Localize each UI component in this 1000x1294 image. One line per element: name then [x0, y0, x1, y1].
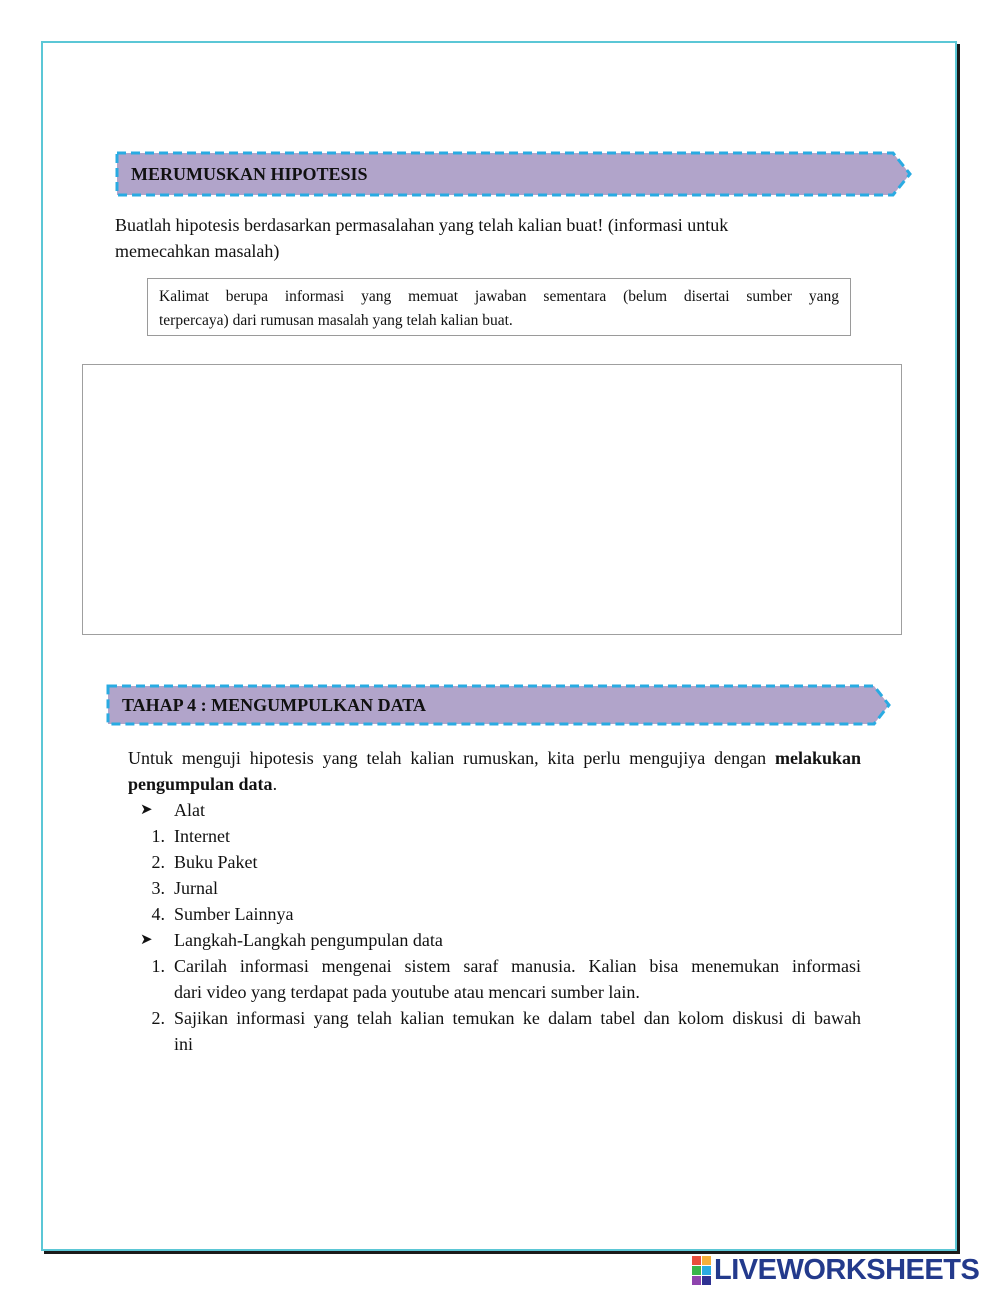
langkah-label: Langkah-Langkah pengumpulan data — [174, 930, 443, 950]
list-item: Buku Paket — [174, 852, 258, 872]
intro-line: Untuk menguji hipotesis yang telah kalian rumuskan, kita perlu mengujiya dengan melakukan — [128, 748, 861, 768]
intro-text — [128, 745, 861, 797]
list-number: 1. — [151, 956, 165, 976]
list-item: Jurnal — [174, 878, 218, 898]
alat-label: Alat — [174, 800, 205, 820]
list-number: 1. — [151, 826, 165, 846]
hint-line: terpercaya) dari rumusan masalah yang telah kalian buat. — [159, 312, 513, 329]
arrow-bullet-icon: ➤ — [140, 802, 153, 818]
section-banner-mengumpulkan-data — [106, 684, 892, 726]
section-title: TAHAP 4 : MENGUMPULKAN DATA — [122, 694, 426, 715]
list-number: 4. — [151, 904, 165, 924]
hint-box — [147, 278, 851, 336]
logo-cubes-icon — [692, 1256, 711, 1285]
liveworksheets-logo[interactable] — [692, 1253, 980, 1286]
list-item: Internet — [174, 826, 230, 846]
list-item: Sumber Lainnya — [174, 904, 294, 924]
instruction-line: memecahkan masalah) — [115, 241, 280, 261]
list-item: Sajikan informasi yang telah kalian temukan ke dalam tabel dan kolom diskusi di bawah ini — [174, 1008, 861, 1054]
list-item: Carilah informasi mengenai sistem saraf manusia. Kalian bisa menemukan informasi dari video yang terdapat pada youtube atau mencari sumber lain. — [174, 956, 861, 1002]
section-banner-hipotesis — [115, 151, 913, 197]
list-number: 2. — [151, 852, 165, 872]
hypothesis-answer-box[interactable] — [82, 364, 902, 635]
hint-line: Kalimat berupa informasi yang memuat jawaban sementara (belum disertai sumber yang — [159, 288, 839, 305]
arrow-bullet-icon: ➤ — [140, 932, 153, 948]
instruction-text — [115, 212, 915, 264]
list-number: 3. — [151, 878, 165, 898]
intro-line: pengumpulan data. — [128, 774, 278, 794]
instruction-line: Buatlah hipotesis berdasarkan permasalahan yang telah kalian buat! (informasi untuk — [115, 215, 729, 235]
section-title: MERUMUSKAN HIPOTESIS — [131, 163, 368, 184]
list-number: 2. — [151, 1008, 165, 1028]
logo-brand-text: LIVEWORKSHEETS — [714, 1253, 980, 1286]
